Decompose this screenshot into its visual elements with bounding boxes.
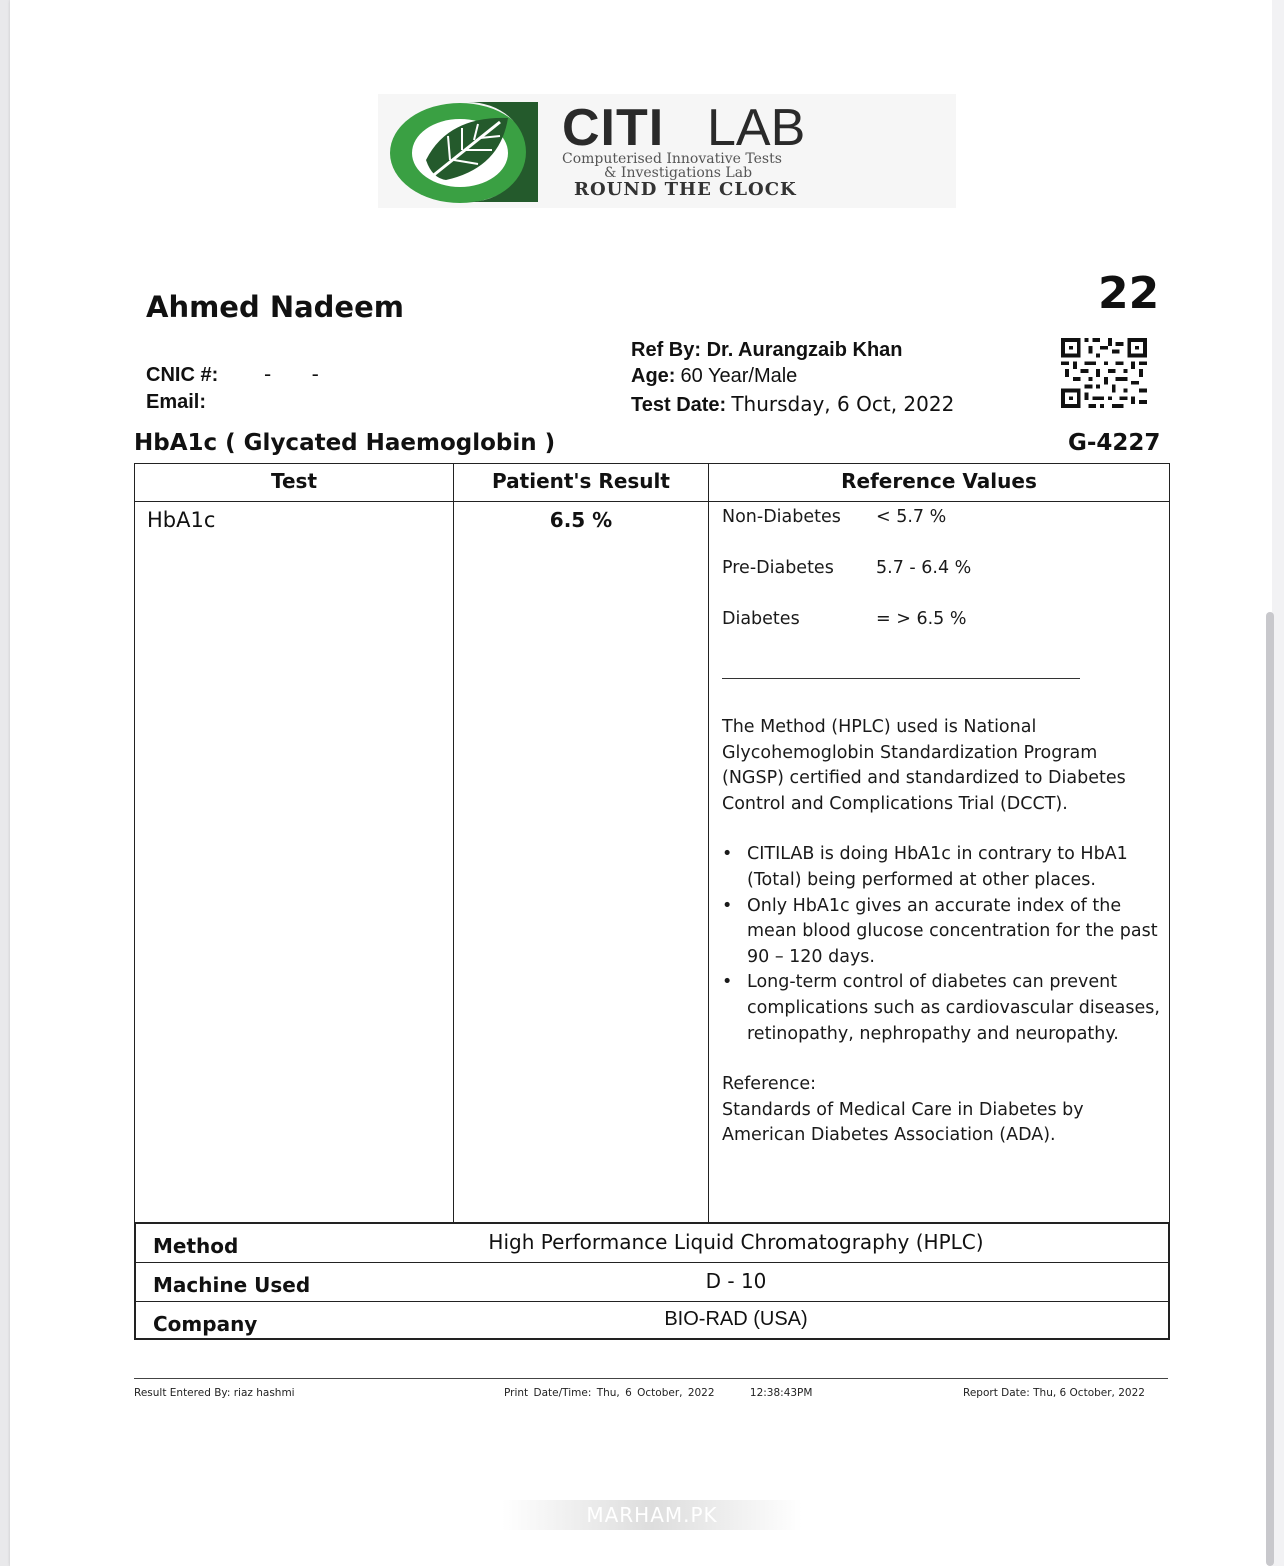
method-label: Method <box>153 1234 239 1258</box>
test-name-cell: HbA1c <box>147 508 216 532</box>
method-note: The Method (HPLC) used is National Glycohemoglobin Standardization Program (NGSP) certified and standardized to Diabetes Control and Complications Trial (DCCT). <box>722 717 1126 814</box>
logo-tagline-2: & Investigations Lab <box>604 165 753 181</box>
print-date-time <box>504 1387 812 1399</box>
range-value: = > 6.5 % <box>876 609 967 629</box>
print-date: Thu, 6 October, 2022 <box>596 1387 715 1399</box>
referred-by: Ref By: Dr. Aurangzaib Khan <box>631 339 903 361</box>
reference-values-cell <box>722 505 1162 1149</box>
age-row <box>631 365 797 388</box>
note-bullet: • Long-term control of diabetes can prevent complications such as cardiovascular diseases, retinopathy, nephropathy and neuropathy. <box>722 970 1162 1047</box>
report-date <box>963 1387 1145 1399</box>
method-value: High Performance Liquid Chromatography (HPLC) <box>488 1230 984 1254</box>
column-divider <box>708 464 709 1222</box>
note-bullet: • CITILAB is doing HbA1c in contrary to HbA1 (Total) being performed at other places. <box>722 842 1162 893</box>
separator <box>722 658 1162 709</box>
scrollbar-thumb[interactable] <box>1266 612 1274 1566</box>
footer-divider <box>134 1378 1168 1379</box>
test-code: G-4227 <box>1068 430 1161 456</box>
separator-line <box>722 658 1080 679</box>
test-date-row <box>631 392 954 417</box>
header-divider <box>135 501 1169 502</box>
logo-tagline-1: Computerised Innovative Tests <box>562 151 782 167</box>
method-table <box>134 1222 1170 1340</box>
test-title: HbA1c ( Glycated Haemoglobin ) <box>134 430 556 456</box>
print-time: 12:38:43PM <box>749 1387 813 1399</box>
notes-list <box>722 842 1162 1047</box>
age-value: 60 Year/Male <box>680 365 798 387</box>
range-label: Non-Diabetes <box>722 507 841 527</box>
citilab-logo <box>378 94 956 208</box>
machine-row <box>136 1263 1168 1302</box>
report-date-value: Thu, 6 October, 2022 <box>1033 1387 1145 1399</box>
results-table <box>134 463 1170 1223</box>
range-row <box>722 607 1162 658</box>
email-label: Email: <box>146 391 207 413</box>
watermark: MARHAM.PK <box>502 1500 802 1530</box>
range-value: < 5.7 % <box>876 507 947 527</box>
reference-text: Standards of Medical Care in Diabetes by American Diabetes Association (ADA). <box>722 1099 1084 1146</box>
note-bullet: • Only HbA1c gives an accurate index of the mean blood glucose concentration for the past 90 – 120 days. <box>722 894 1162 971</box>
range-row <box>722 556 1162 607</box>
range-row <box>722 505 1162 556</box>
reference-label: Reference: <box>722 1074 817 1095</box>
header-patient-result: Patient's Result <box>492 469 670 493</box>
test-date-value: Thursday, 6 Oct, 2022 <box>731 392 955 416</box>
logo-brand-light: LAB <box>707 99 806 157</box>
range-label: Pre-Diabetes <box>722 558 834 578</box>
age-label: Age: <box>631 365 676 387</box>
cnic-value: - - <box>264 362 319 386</box>
patient-name: Ahmed Nadeem <box>146 290 404 324</box>
column-divider <box>453 464 454 1222</box>
cnic-label: CNIC #: <box>146 364 219 386</box>
patient-result-cell: 6.5 % <box>549 508 613 532</box>
report-page <box>10 0 1272 1566</box>
machine-label: Machine Used <box>153 1273 311 1297</box>
method-row <box>136 1224 1168 1263</box>
header-test: Test <box>270 469 317 493</box>
company-value: BIO-RAD (USA) <box>664 1308 808 1330</box>
print-label: Print Date/Time: <box>504 1387 592 1399</box>
company-row <box>136 1302 1168 1340</box>
range-label: Diabetes <box>722 609 800 629</box>
qr-code-icon <box>1060 338 1148 408</box>
logo-brand-bold: CITI <box>562 99 665 157</box>
machine-value: D - 10 <box>705 1269 767 1293</box>
logo-tagline-3: ROUND THE CLOCK <box>574 179 797 200</box>
range-value: 5.7 - 6.4 % <box>876 558 972 578</box>
leaf-logo-icon <box>388 98 548 204</box>
header-reference-values: Reference Values <box>841 469 1037 493</box>
result-entered-by: Result Entered By: riaz hashmi <box>134 1387 295 1399</box>
test-date-label: Test Date: <box>631 394 727 416</box>
page-number: 22 <box>1098 268 1160 319</box>
company-label: Company <box>153 1312 258 1336</box>
report-label: Report Date: <box>963 1387 1030 1399</box>
